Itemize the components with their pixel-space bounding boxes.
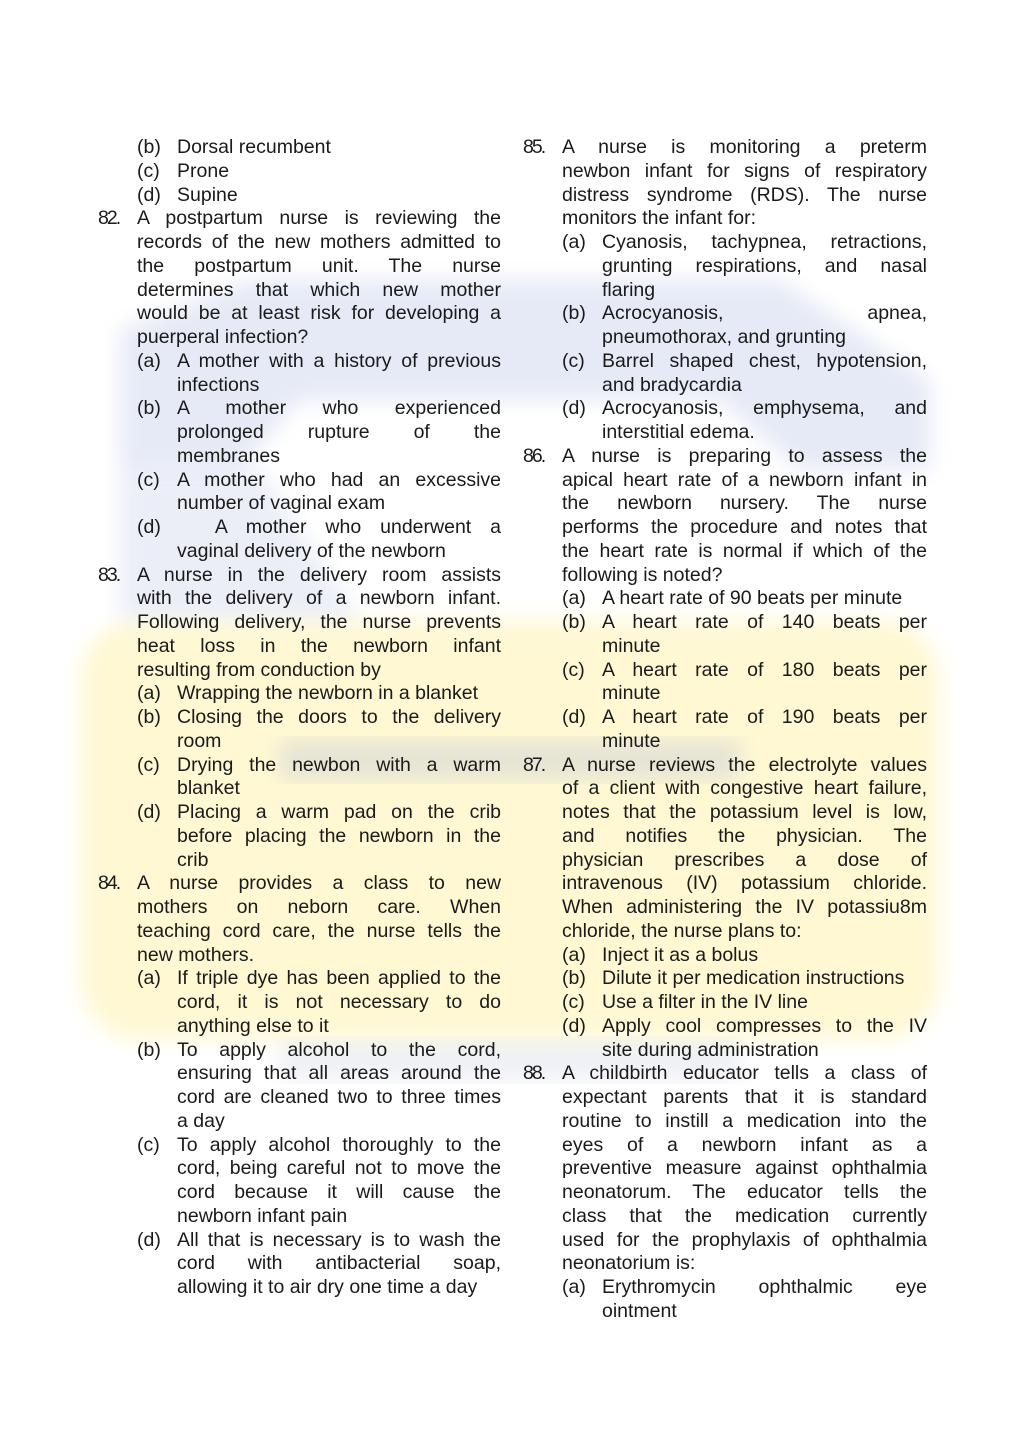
option-label: (c) [562, 658, 585, 681]
question-text-line: mothers on neborn care. When [137, 896, 501, 918]
answer-option [137, 967, 501, 1038]
option-label: (d) [562, 706, 586, 728]
option-text-line: flaring [602, 278, 656, 301]
answer-option [562, 1015, 927, 1063]
question-text-line: chloride, the nurse plans to: [562, 919, 802, 942]
option-label: (d) [137, 801, 161, 823]
answer-option [562, 587, 927, 611]
answer-option [562, 231, 927, 302]
answer-option [562, 1276, 927, 1324]
option-text-line: minute [602, 634, 661, 657]
option-label: (a) [562, 231, 586, 253]
question [523, 754, 927, 1063]
option-text-line: ensuring that all areas around the [177, 1062, 501, 1085]
option-text-line: Inject it as a bolus [602, 943, 759, 966]
option-text-line: a day [177, 1109, 225, 1132]
option-text-line: infections [177, 373, 260, 396]
option-text-line: Prone [177, 159, 230, 182]
option-label: (c) [562, 991, 585, 1013]
question [98, 207, 501, 563]
option-text-line: and bradycardia [602, 373, 742, 396]
question-text-line: new mothers. [137, 943, 255, 966]
question-text-line: with the delivery of a newborn infant. [137, 587, 501, 610]
answer-option [137, 469, 501, 517]
question [98, 872, 501, 1300]
question [523, 136, 927, 445]
question-text-line: neonatorium is: [562, 1252, 696, 1275]
question-text-line: performs the procedure and notes that [562, 516, 927, 538]
option-text-line: Closing the doors to the delivery [177, 706, 501, 728]
question-text-line: heat loss in the newborn infant [137, 634, 501, 657]
option-text-line: ointment [602, 1299, 677, 1322]
option-text-line: Placing a warm pad on the crib [177, 801, 501, 823]
answer-option [562, 350, 927, 398]
option-label: (a) [137, 967, 161, 990]
option-label: (a) [137, 349, 161, 372]
question-number: 82. [98, 207, 120, 230]
option-text-line: minute [602, 682, 661, 705]
answer-option [137, 160, 501, 184]
option-label: (c) [137, 159, 160, 182]
option-text-line: Apply cool compresses to the IV [602, 1014, 927, 1037]
option-text-line: prolonged rupture of the [177, 421, 501, 443]
question-text-line: eyes of a newborn infant as a [562, 1133, 927, 1156]
option-text-line: Dorsal recumbent [177, 136, 331, 158]
question-text-line: A nurse is monitoring a preterm [562, 136, 927, 158]
question-text-line: A postpartum nurse is reviewing the [137, 207, 501, 230]
option-text-line: number of vaginal exam [177, 492, 386, 515]
option-label: (b) [137, 1038, 161, 1061]
option-text-line: Erythromycin ophthalmic eye [602, 1276, 927, 1298]
option-text-line: site during administration [602, 1038, 819, 1061]
option-text-line: A heart rate of 180 beats per [602, 658, 927, 681]
question-text-line: would be at least risk for developing a [137, 302, 501, 325]
option-text-line: A mother who experienced [177, 397, 501, 420]
option-label: (a) [562, 943, 586, 966]
question-text-line: newbon infant for signs of respiratory [562, 159, 927, 182]
option-text-line: Use a filter in the IV line [602, 991, 808, 1013]
option-text-line: A heart rate of 140 beats per [602, 611, 927, 633]
question [523, 445, 927, 754]
question [523, 1062, 927, 1323]
left-column [98, 136, 501, 1300]
option-label: (c) [137, 753, 160, 776]
question-text-line: monitors the infant for: [562, 207, 757, 230]
question-text-line: notes that the potassium level is low, [562, 801, 927, 823]
option-label: (b) [137, 136, 161, 158]
option-text-line: A mother who had an excessive [177, 468, 501, 491]
question-text-line: following is noted? [562, 563, 723, 586]
answer-option [137, 350, 501, 398]
option-label: (d) [562, 1014, 586, 1037]
answer-option [562, 302, 927, 350]
question-text-line: neonatorum. The educator tells the [562, 1181, 927, 1203]
question-text-line: resulting from conduction by [137, 658, 381, 681]
option-text-line: Wrapping the newborn in a blanket [177, 682, 479, 705]
answer-option [137, 184, 501, 208]
option-text-line: Barrel shaped chest, hypotension, [602, 349, 927, 372]
answer-option [562, 706, 927, 754]
option-label: (d) [562, 397, 586, 420]
answer-option [137, 706, 501, 754]
question-number: 87. [523, 753, 545, 776]
option-label: (c) [562, 349, 585, 372]
option-text-line: grunting respirations, and nasal [602, 254, 927, 277]
option-text-line: To apply alcohol thoroughly to the [177, 1133, 501, 1156]
question-text-line: Following delivery, the nurse prevents [137, 611, 501, 633]
answer-option [137, 397, 501, 468]
answer-option [137, 754, 501, 802]
option-text-line: pneumothorax, and grunting [602, 326, 846, 348]
question-number: 88. [523, 1062, 545, 1085]
option-label: (c) [137, 468, 160, 491]
option-text-line: cord are cleaned two to three times [177, 1086, 501, 1108]
question-text-line: routine to instill a medication into the [562, 1109, 927, 1132]
question [98, 564, 501, 873]
answer-option [137, 516, 501, 564]
option-text-line: Drying the newbon with a warm [177, 753, 501, 776]
option-text-line: newborn infant pain [177, 1204, 348, 1227]
option-text-line: room [177, 729, 222, 752]
option-text-line: interstitial edema. [602, 421, 755, 443]
answer-option [562, 944, 927, 968]
question-number: 85. [523, 136, 545, 158]
option-text-line: Dilute it per medication instructions [602, 967, 905, 990]
option-text-line: allowing it to air dry one time a day [177, 1276, 478, 1298]
option-text-line: A mother who underwent a [177, 516, 501, 538]
answer-option [562, 611, 927, 659]
option-text-line: anything else to it [177, 1014, 329, 1037]
option-text-line: blanket [177, 777, 240, 800]
question-text-line: apical heart rate of a newborn infant in [562, 468, 927, 491]
option-text-line: cord because it will cause the [177, 1181, 501, 1203]
question-text-line: distress syndrome (RDS). The nurse [562, 183, 927, 206]
question-text-line: When administering the IV potassiu8m [562, 896, 927, 918]
answer-option [562, 967, 927, 991]
option-text-line: All that is necessary is to wash the [177, 1228, 501, 1251]
question-text-line: records of the new mothers admitted to [137, 231, 501, 253]
option-text-line: If triple dye has been applied to the [177, 967, 501, 990]
option-label: (b) [137, 706, 161, 728]
question-text-line: the postpartum unit. The nurse [137, 254, 501, 277]
question-text-line: determines that which new mother [137, 278, 501, 301]
option-label: (a) [562, 587, 586, 610]
answer-option [137, 801, 501, 872]
answer-option [137, 1039, 501, 1134]
option-text-line: To apply alcohol to the cord, [177, 1038, 501, 1061]
question-text-line: A nurse reviews the electrolyte values [562, 753, 927, 776]
answer-option [137, 136, 501, 160]
option-label: (b) [562, 302, 586, 325]
answer-option [137, 682, 501, 706]
answer-option [562, 991, 927, 1015]
question-text-line: the newborn nursery. The nurse [562, 492, 927, 515]
option-label: (a) [562, 1276, 586, 1298]
option-label: (b) [562, 967, 586, 990]
question-text-line: puerperal infection? [137, 326, 309, 348]
question-text-line: teaching cord care, the nurse tells the [137, 919, 501, 942]
option-label: (b) [137, 397, 161, 420]
option-text-line: Acrocyanosis, emphysema, and [602, 397, 927, 420]
option-text-line: cord, it is not necessary to do [177, 991, 501, 1013]
question-text-line: A nurse in the delivery room assists [137, 563, 501, 586]
option-text-line: before placing the newborn in the [177, 824, 501, 847]
option-text-line: A heart rate of 190 beats per [602, 706, 927, 728]
option-text-line: vaginal delivery of the newborn [177, 539, 446, 562]
option-text-line: Acrocyanosis, apnea, [602, 302, 927, 325]
question-number: 84. [98, 872, 120, 895]
option-text-line: crib [177, 848, 209, 871]
option-text-line: Cyanosis, tachypnea, retractions, [602, 231, 927, 253]
question-number: 83. [98, 563, 120, 586]
question-text-line: A nurse is preparing to assess the [562, 444, 927, 467]
question-text-line: A nurse provides a class to new [137, 872, 501, 895]
answer-option [137, 1229, 501, 1300]
option-text-line: minute [602, 729, 661, 752]
question-number: 86. [523, 444, 545, 467]
question-text-line: of a client with congestive heart failure, [562, 777, 927, 800]
question-text-line: and notifies the physician. The [562, 824, 927, 847]
question-text-line: used for the prophylaxis of ophthalmia [562, 1228, 927, 1251]
answer-option [562, 659, 927, 707]
right-column [523, 136, 927, 1324]
option-text-line: cord with antibacterial soap, [177, 1252, 501, 1275]
question-text-line: intravenous (IV) potassium chloride. [562, 872, 927, 895]
question-text-line: the heart rate is normal if which of the [562, 539, 927, 562]
option-label: (b) [562, 611, 586, 633]
option-label: (d) [137, 516, 161, 538]
option-text-line: A mother with a history of previous [177, 349, 501, 372]
question-text-line: A childbirth educator tells a class of [562, 1062, 927, 1085]
question-text-line: physician prescribes a dose of [562, 848, 927, 871]
option-label: (c) [137, 1133, 160, 1156]
answer-option [137, 1134, 501, 1229]
option-text-line: Supine [177, 183, 238, 206]
option-label: (d) [137, 1228, 161, 1251]
question-text-line: class that the medication currently [562, 1204, 927, 1227]
answer-option [562, 397, 927, 445]
option-label: (d) [137, 183, 161, 206]
option-text-line: cord, being careful not to move the [177, 1157, 501, 1180]
question-text-line: expectant parents that it is standard [562, 1086, 927, 1108]
question-text-line: preventive measure against ophthalmia [562, 1157, 927, 1180]
question [98, 136, 501, 207]
option-label: (a) [137, 682, 161, 705]
option-text-line: A heart rate of 90 beats per minute [602, 587, 903, 610]
option-text-line: membranes [177, 444, 280, 467]
